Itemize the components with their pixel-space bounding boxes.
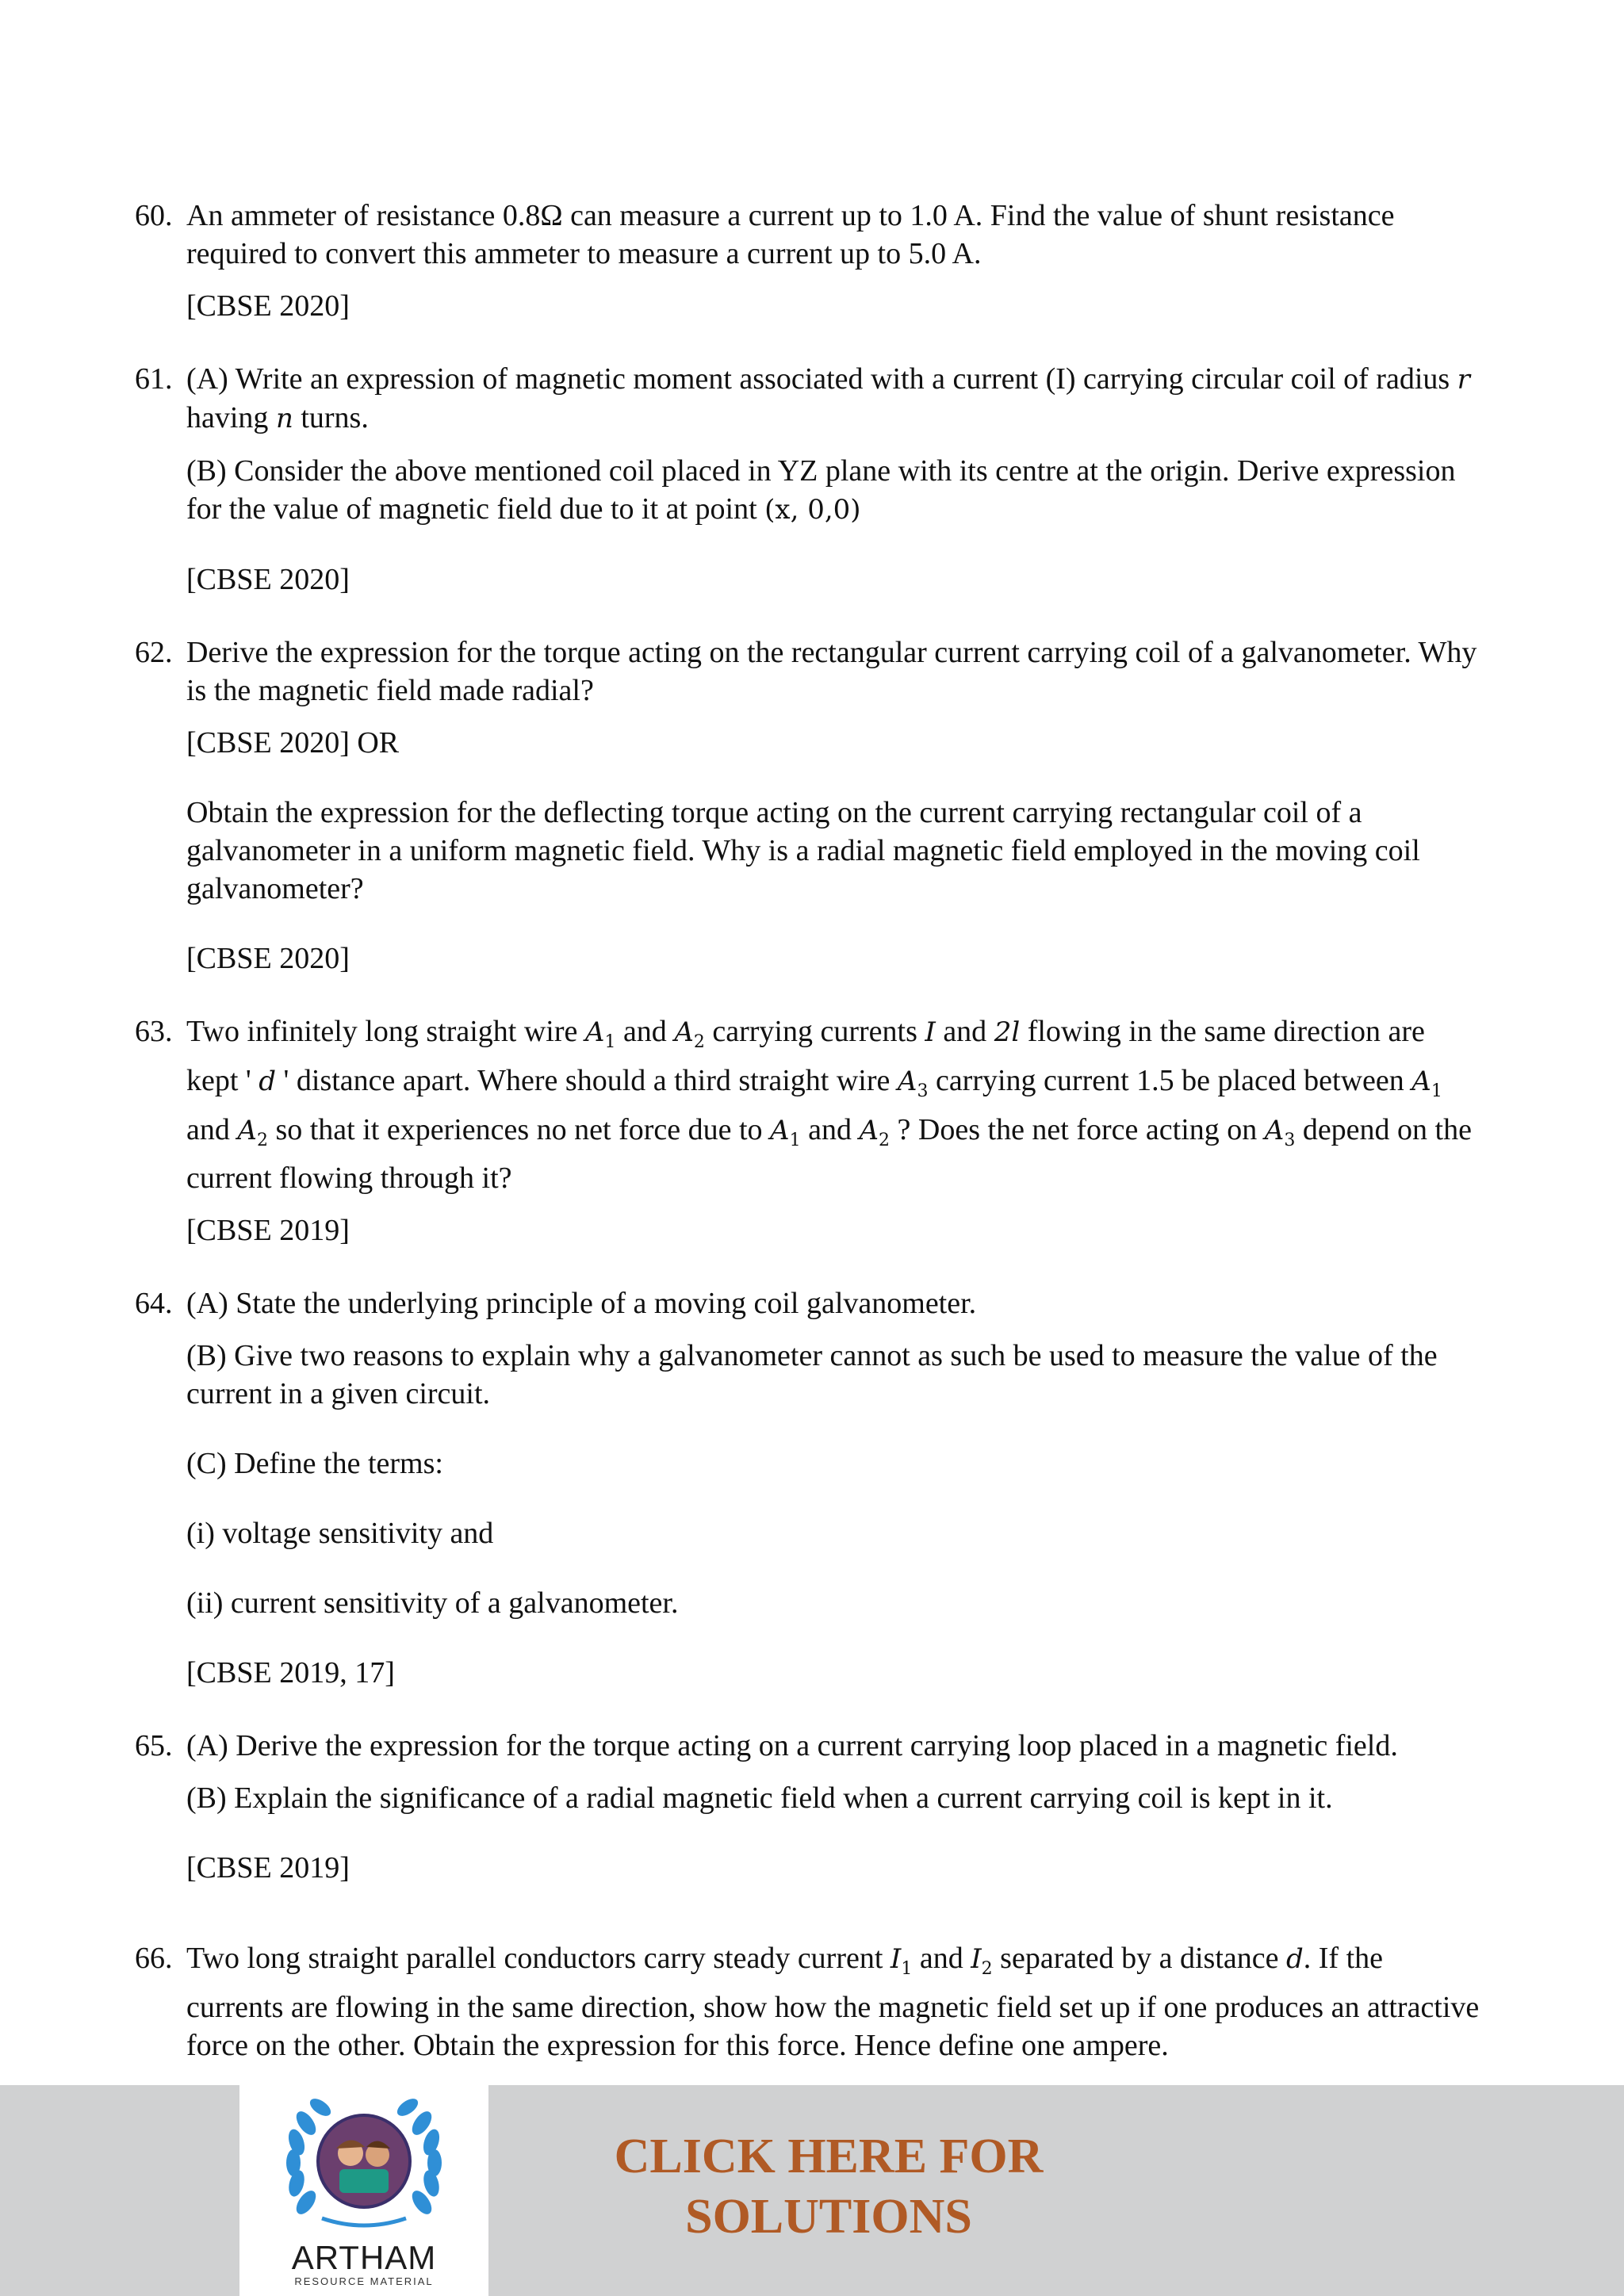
math-point: (x, 0,0) xyxy=(764,494,861,526)
question-text: Two infinitely long straight wire $A_1$ and $A_2$ carrying currents I and 2l flowing in the same direction are kept ' d ' distance apart. Where should a third straight wire $A_3$ carrying current 1.5 be placed between $A_1$ and $A_2$ so that it experiences no net force due to $A_1$ and $A_2$ ? Does the net force acting on $A_3$ depend on the current flowing through it? xyxy=(186,1015,1472,1196)
question-number: 63. xyxy=(135,1015,173,1048)
solutions-banner[interactable] xyxy=(0,2085,1624,2296)
part-b: (B) Explain the significance of a radial magnetic field when a current carrying coil is kept in it. xyxy=(186,1781,1333,1816)
part-c: (C) Define the terms: xyxy=(186,1447,443,1481)
question-number: 65. xyxy=(135,1729,173,1763)
question-66 xyxy=(135,1939,1483,2064)
source-tag: [CBSE 2020] xyxy=(186,563,350,596)
question-number: 66. xyxy=(135,1942,173,1976)
question-63 xyxy=(135,1012,1483,1249)
logo-wordmark: ARTHAM xyxy=(291,2239,437,2276)
part-b: (B) Give two reasons to explain why a galvanometer cannot as such be used to measure the value of the current in a given circuit. xyxy=(186,1339,1438,1411)
question-64 xyxy=(135,1284,1483,1692)
question-61 xyxy=(135,360,1483,599)
source-tag: [CBSE 2019] xyxy=(186,1214,350,1248)
part-b: (B) Consider the above mentioned coil placed in YZ plane with its centre at the origin. Derive expression for the value of magnetic field due to it at point (x, 0,0) xyxy=(186,454,1456,526)
part-c-ii: (ii) current sensitivity of a galvanometer. xyxy=(186,1586,679,1621)
question-text: Derive the expression for the torque acting on the rectangular current carrying coil of a galvanometer. Why is the magnetic field made radial? xyxy=(186,636,1477,707)
part-a: (A) Derive the expression for the torque acting on a current carrying loop placed in a magnetic field. xyxy=(186,1729,1398,1763)
question-60 xyxy=(135,197,1483,325)
source-tag: [CBSE 2019] xyxy=(186,1851,350,1885)
question-62 xyxy=(135,633,1483,978)
question-number: 60. xyxy=(135,199,173,232)
question-number: 61. xyxy=(135,362,173,396)
math-n: n xyxy=(275,403,293,434)
cta-line-1[interactable]: CLICK HERE FOR xyxy=(614,2130,1044,2183)
part-a: (A) Write an expression of magnetic moment associated with a current (I) carrying circular coil of radius r having n turns. xyxy=(186,362,1470,434)
question-number: 62. xyxy=(135,636,173,669)
part-c-i: (i) voltage sensitivity and xyxy=(186,1517,494,1551)
question-text: Two long straight parallel conductors carry steady current $I_1$ and $I_2$ separated by a distance d. If the currents are flowing in the same direction, show how the magnetic field set up if one produces an attractive force on the other. Obtain the expression for this force. Hence define one ampere. xyxy=(186,1942,1480,2063)
question-list xyxy=(135,197,1483,2099)
cta-line-2[interactable]: SOLUTIONS xyxy=(685,2190,972,2244)
source-tag: [CBSE 2020] xyxy=(186,289,350,323)
source-tag: [CBSE 2020] OR xyxy=(186,726,400,760)
source-tag: [CBSE 2020] xyxy=(186,942,350,975)
question-65 xyxy=(135,1727,1483,1887)
click-for-solutions-link[interactable] xyxy=(555,2126,1102,2247)
question-number: 64. xyxy=(135,1287,173,1321)
question-text: An ammeter of resistance 0.8Ω can measure a current up to 1.0 A. Find the value of shunt resistance required to convert this ammeter to measure a current up to 5.0 A. xyxy=(186,199,1395,270)
source-tag: [CBSE 2019, 17] xyxy=(186,1656,395,1690)
artham-logo xyxy=(239,2085,488,2296)
alternative-question-text: Obtain the expression for the deflecting torque acting on the current carrying rectangular coil of a galvanometer in a uniform magnetic field. Why is a radial magnetic field employed in the moving coil galvanometer? xyxy=(186,796,1420,905)
logo-tagline: RESOURCE MATERIAL xyxy=(294,2275,434,2287)
part-a: (A) State the underlying principle of a moving coil galvanometer. xyxy=(186,1287,977,1321)
laurel-emblem-icon xyxy=(274,2091,454,2239)
math-r: r xyxy=(1457,364,1470,396)
